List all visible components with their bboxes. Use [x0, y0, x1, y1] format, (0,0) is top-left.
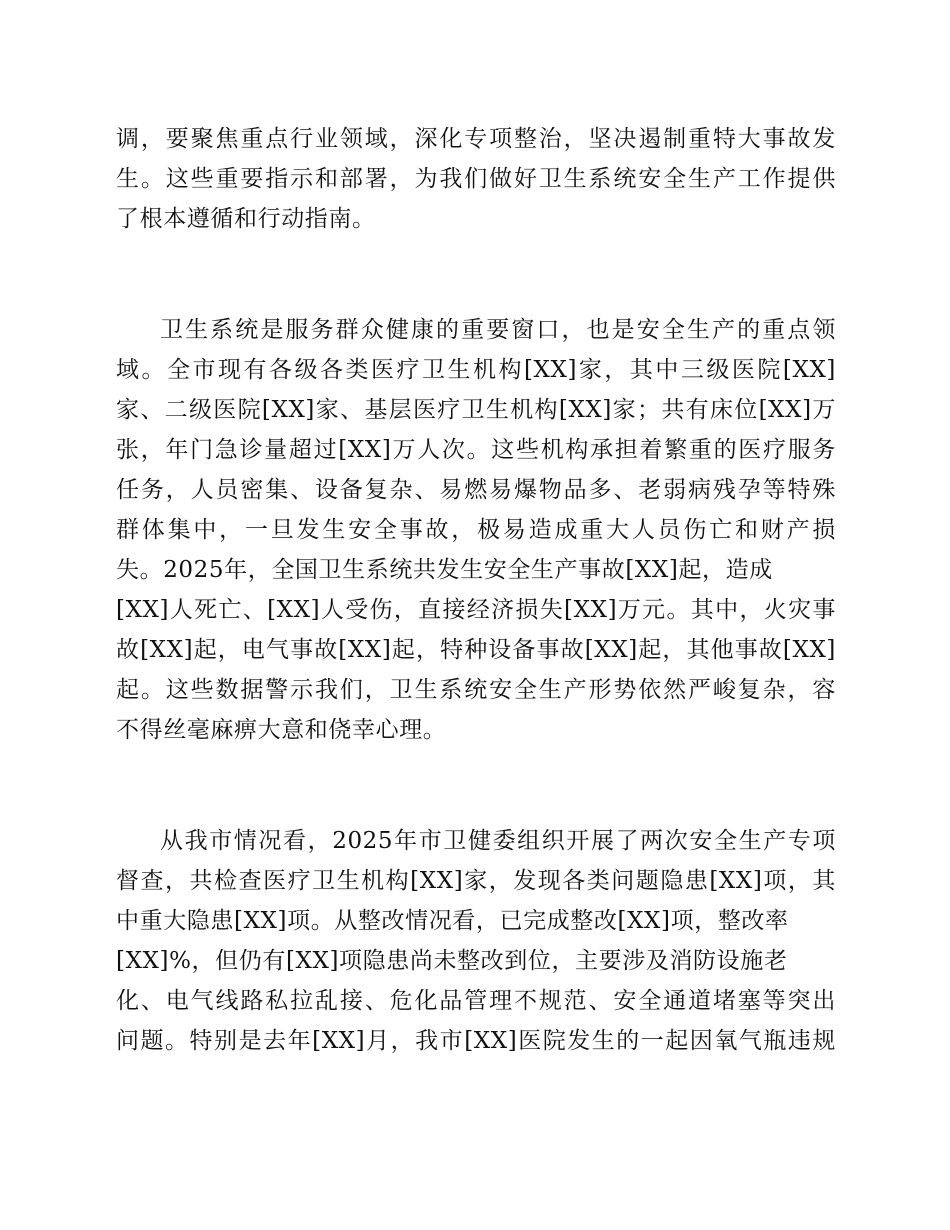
paragraph-1 [116, 119, 836, 239]
text-line: [XX]%，但仍有[XX]项隐患尚未整改到位，主要涉及消防设施老 [116, 948, 788, 974]
text-line: 故[XX]起，电气事故[XX]起，特种设备事故[XX]起，其他事故[XX] [116, 637, 836, 663]
text-line: 从我市情况看，2025年市卫健委组织开展了两次安全生产专项 [160, 828, 836, 854]
text-line: 家、二级医院[XX]家、基层医疗卫生机构[XX]家；共有床位[XX]万 [116, 397, 836, 423]
text-line: 生。这些重要指示和部署，为我们做好卫生系统安全生产工作提供 [116, 166, 836, 192]
text-line: 失。2025年，全国卫生系统共发生安全生产事故[XX]起，造成 [116, 557, 773, 583]
text-line: 群体集中，一旦发生安全事故，极易造成重大人员伤亡和财产损 [116, 517, 836, 543]
text-line: [XX]人死亡、[XX]人受伤，直接经济损失[XX]万元。其中，火灾事 [116, 597, 836, 623]
text-line: 问题。特别是去年[XX]月，我市[XX]医院发生的一起因氧气瓶违规 [116, 1028, 836, 1054]
paragraph-3 [116, 821, 836, 1061]
text-line: 督查，共检查医疗卫生机构[XX]家，发现各类问题隐患[XX]项，其 [116, 868, 836, 894]
text-line: 不得丝毫麻痹大意和侥幸心理。 [116, 717, 447, 743]
text-line: 化、电气线路私拉乱接、危化品管理不规范、安全通道堵塞等突出 [116, 988, 836, 1014]
text-line: 任务，人员密集、设备复杂、易燃易爆物品多、老弱病残孕等特殊 [116, 477, 836, 503]
paragraph-spacer [116, 750, 836, 821]
text-line: 中重大隐患[XX]项。从整改情况看，已完成整改[XX]项，整改率 [116, 908, 789, 934]
text-line: 起。这些数据警示我们，卫生系统安全生产形势依然严峻复杂，容 [116, 677, 836, 703]
text-line: 域。全市现有各级各类医疗卫生机构[XX]家，其中三级医院[XX] [116, 357, 836, 383]
text-line: 卫生系统是服务群众健康的重要窗口，也是安全生产的重点领 [160, 317, 836, 343]
text-line: 了根本遵循和行动指南。 [116, 206, 376, 232]
text-line: 张，年门急诊量超过[XX]万人次。这些机构承担着繁重的医疗服务 [116, 437, 836, 463]
document-body [116, 119, 836, 1061]
paragraph-spacer [116, 239, 836, 310]
text-line: 调，要聚焦重点行业领域，深化专项整治，坚决遏制重特大事故发 [116, 126, 836, 152]
paragraph-2 [116, 310, 836, 750]
